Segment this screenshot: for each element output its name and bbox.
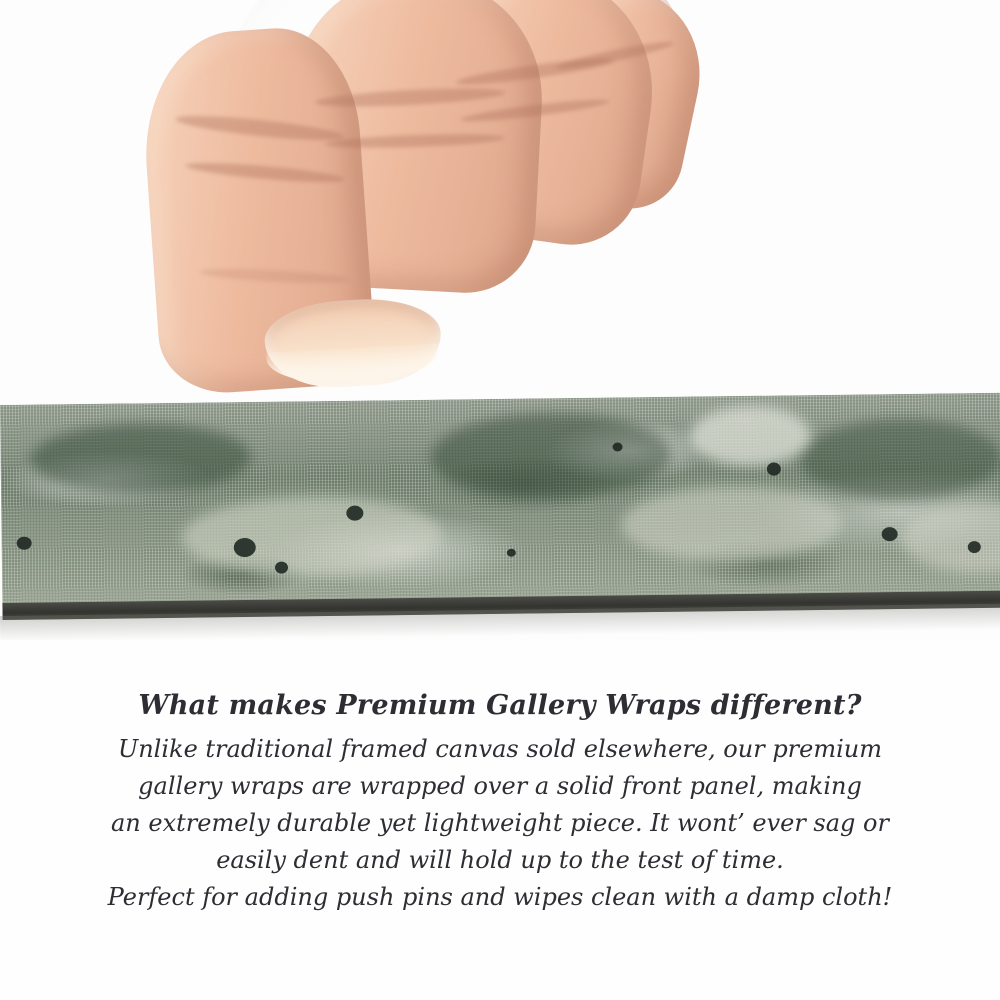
canvas-wrap-strip [0,393,1000,620]
print-spot [346,506,363,521]
caption-block [0,690,1000,916]
print-spot [507,549,516,557]
print-spot [968,541,981,553]
caption-body [0,731,1000,916]
caption-line: an extremely durable yet lightweight piece. It wont’ ever sag or [111,809,889,837]
caption-line: Unlike traditional framed canvas sold elsewhere, our premium [117,735,882,763]
caption-line: easily dent and will hold up to the test of time. [216,846,784,874]
hand-illustration [115,0,675,420]
print-spot [613,442,623,451]
caption-line: gallery wraps are wrapped over a solid front panel, making [138,772,862,800]
print-spot [882,527,898,541]
caption-line: Perfect for adding push pins and wipes clean with a damp cloth! [107,883,893,911]
caption-heading: What makes Premium Gallery Wraps different? [138,690,862,721]
print-spot [275,561,288,573]
print-spot [767,462,781,475]
